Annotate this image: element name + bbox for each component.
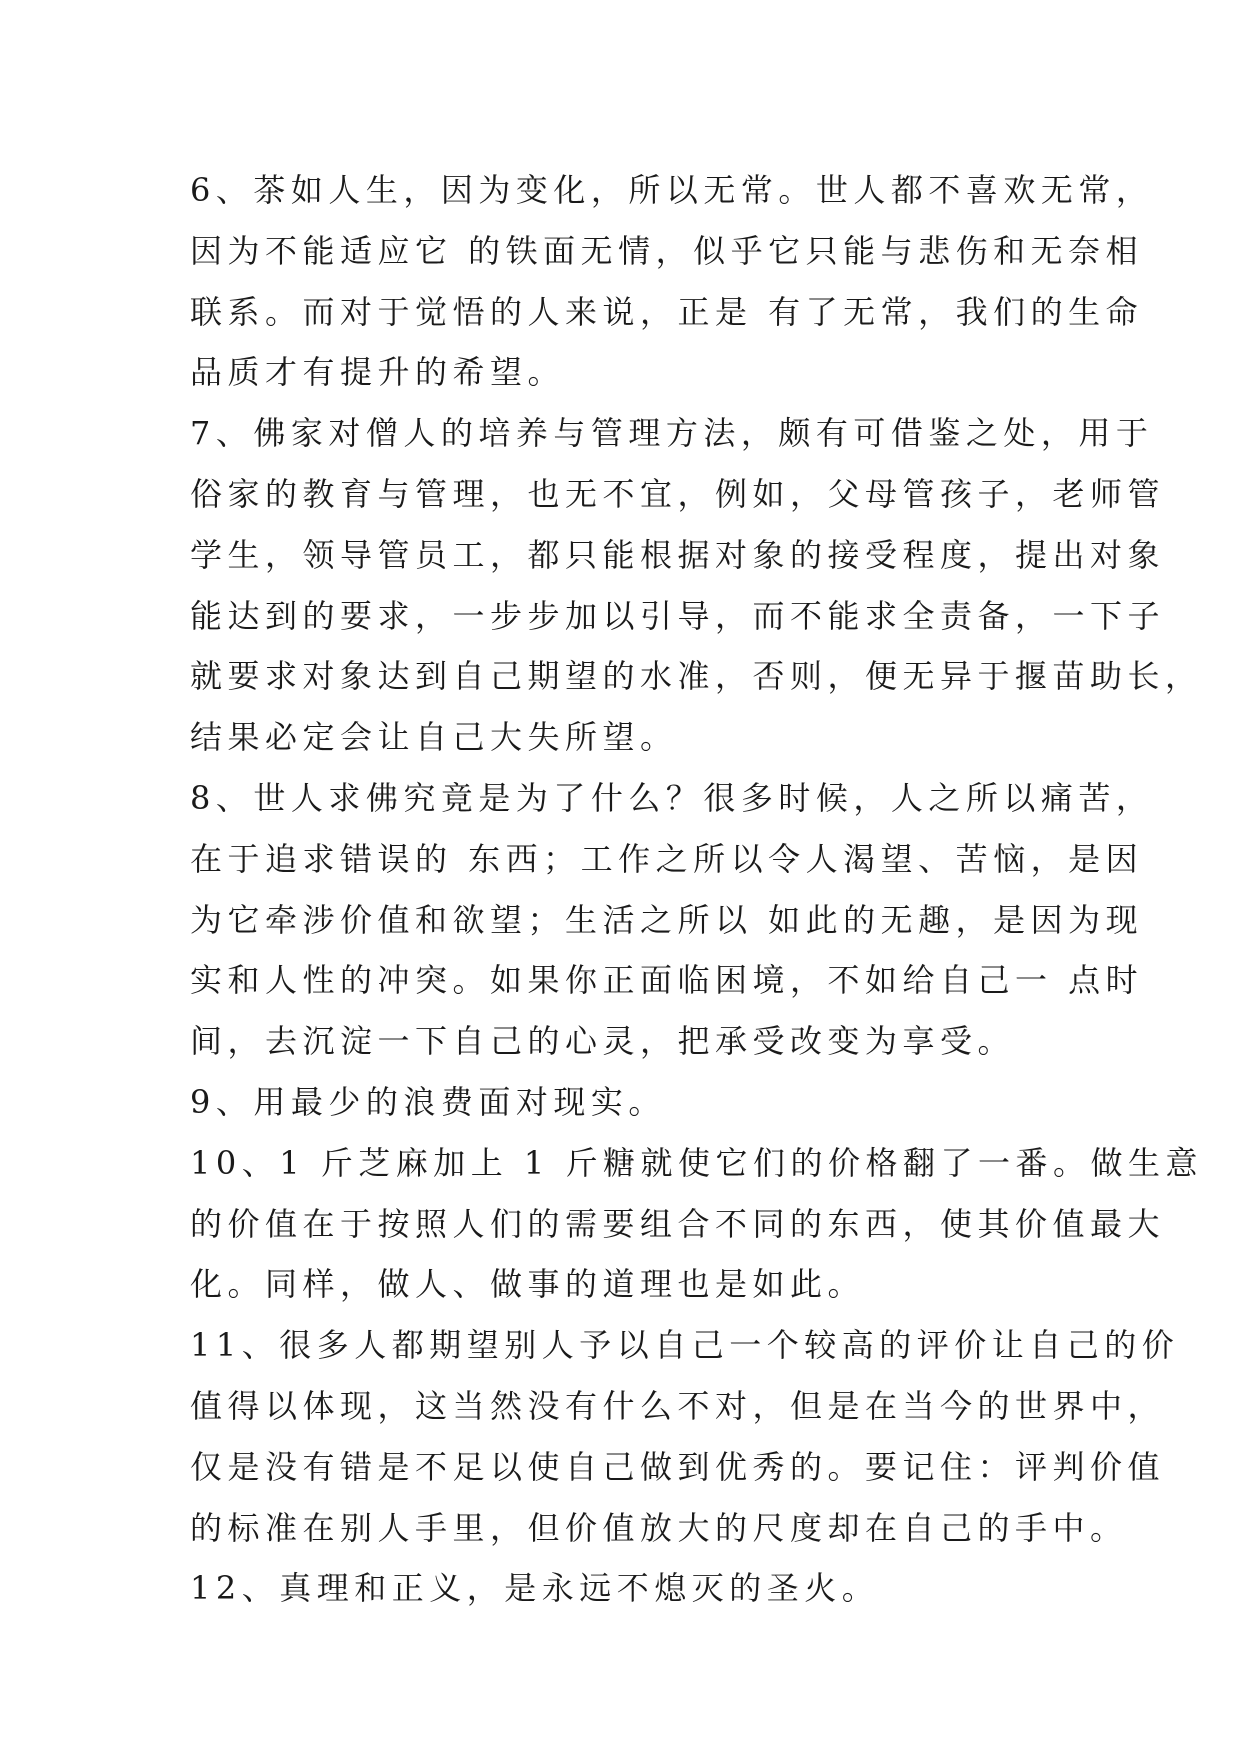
paragraph-line: 7、佛家对僧人的培养与管理方法，颇有可借鉴之处，用于: [190, 414, 1154, 453]
paragraph-line: 6、茶如人生，因为变化，所以无常。世人都不喜欢无常，: [190, 171, 1154, 209]
paragraph-line: 俗家的教育与管理，也无不宜，例如，父母管孩子，老师管: [190, 474, 1166, 513]
paragraph-line: 间，去沉淀一下自己的心灵，把承受改变为享受。: [190, 1022, 1016, 1061]
paragraph-line: 联系。而对于觉悟的人来说，正是 有了无常，我们的生命: [190, 292, 1144, 331]
paragraph-line: 9、用最少的浪费面对现实。: [190, 1082, 666, 1121]
paragraph-line: 实和人性的冲突。如果你正面临困境，不如给自己一 点时: [190, 961, 1144, 1000]
paragraph-11: [190, 1315, 1180, 1558]
paragraph-line: 值得以体现，这当然没有什么不对，但是在当今的世界中，: [190, 1386, 1166, 1425]
paragraph-10: [190, 1133, 1203, 1315]
paragraph-line: 10、1 斤芝麻加上 1 斤糖就使它们的价格翻了一番。做生意: [190, 1143, 1203, 1182]
paragraph-line: 12、真理和正义，是永远不熄灭的圣火。: [190, 1569, 880, 1608]
paragraph-12: [190, 1558, 1070, 1619]
paragraph-line: 因为不能适应它 的铁面无情，似乎它只能与悲伤和无奈相: [190, 231, 1144, 270]
paragraph-line: 化。同样，做人、做事的道理也是如此。: [190, 1265, 866, 1304]
paragraph-6: [190, 160, 1154, 403]
paragraph-line: 能达到的要求，一步步加以引导，而不能求全责备，一下子: [190, 596, 1166, 635]
paragraph-line: 的价值在于按照人们的需要组合不同的东西，使其价值最大: [190, 1204, 1166, 1243]
paragraph-line: 在于追求错误的 东西；工作之所以令人渴望、苦恼，是因: [190, 839, 1144, 878]
paragraph-line: 8、世人求佛究竟是为了什么？很多时候，人之所以痛苦，: [190, 778, 1154, 817]
document-body: [190, 160, 1203, 1619]
paragraph-7: [190, 403, 1203, 768]
paragraph-line: 的标准在别人手里，但价值放大的尺度却在自己的手中。: [190, 1508, 1128, 1547]
paragraph-line: 学生，领导管员工，都只能根据对象的接受程度，提出对象: [190, 535, 1166, 574]
paragraph-line: 品质才有提升的希望。: [190, 353, 566, 392]
paragraph-line: 仅是没有错是不足以使自己做到优秀的。要记住：评判价值: [190, 1447, 1166, 1486]
paragraph-line: 为它牵涉价值和欲望；生活之所以 如此的无趣，是因为现: [190, 900, 1144, 939]
paragraph-8: [190, 768, 1154, 1072]
paragraph-line: 11、很多人都期望别人予以自己一个较高的评价让自己的价: [190, 1326, 1180, 1365]
paragraph-line: 结果必定会让自己大失所望。: [190, 718, 678, 757]
paragraph-9: [190, 1072, 1070, 1133]
paragraph-line: 就要求对象达到自己期望的水准，否则，便无异于揠苗助长，: [190, 657, 1203, 696]
